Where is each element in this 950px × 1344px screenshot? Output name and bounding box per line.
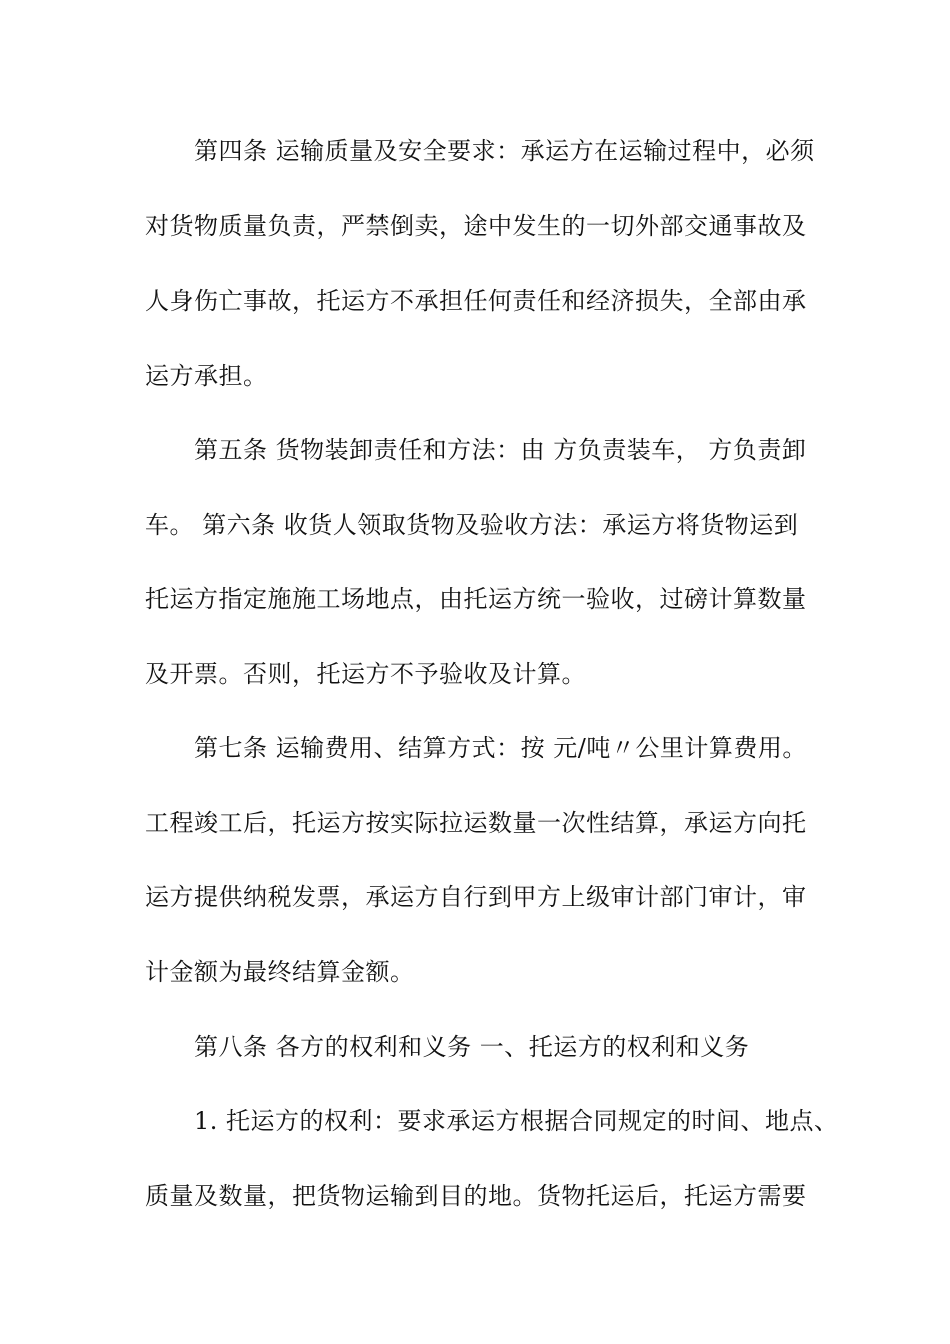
article-8-item-1-line-1: 1. 托运方的权利：要求承运方根据合同规定的时间、地点、 (194, 1107, 839, 1135)
article-7-line-2: 工程竣工后，托运方按实际拉运数量一次性结算，承运方向托 (145, 809, 807, 837)
article-4-line-1: 第四条 运输质量及安全要求：承运方在运输过程中，必须 (194, 137, 815, 165)
article-4-line-2: 对货物质量负责，严禁倒卖，途中发生的一切外部交通事故及 (145, 212, 807, 240)
article-7-line-4: 计金额为最终结算金额。 (145, 958, 415, 986)
article-8-heading: 第八条 各方的权利和义务 一、托运方的权利和义务 (194, 1033, 750, 1061)
article-7-line-3: 运方提供纳税发票，承运方自行到甲方上级审计部门审计，审 (145, 883, 807, 911)
article-4-line-3: 人身伤亡事故，托运方不承担任何责任和经济损失，全部由承 (145, 287, 807, 315)
article-7-line-1: 第七条 运输费用、结算方式：按 元/吨〃公里计算费用。 (194, 734, 807, 762)
article-8-item-1-line-2: 质量及数量，把货物运输到目的地。货物托运后，托运方需要 (145, 1182, 807, 1210)
article-6-line-4: 及开票。否则，托运方不予验收及计算。 (145, 660, 586, 688)
article-5-line-1: 第五条 货物装卸责任和方法：由 方负责装车， 方负责卸 (194, 436, 807, 464)
article-4-line-4: 运方承担。 (145, 362, 268, 390)
article-6-line-3: 托运方指定施施工场地点，由托运方统一验收，过磅计算数量 (145, 585, 807, 613)
article-5-6-line-2: 车。 第六条 收货人领取货物及验收方法：承运方将货物运到 (145, 511, 799, 539)
